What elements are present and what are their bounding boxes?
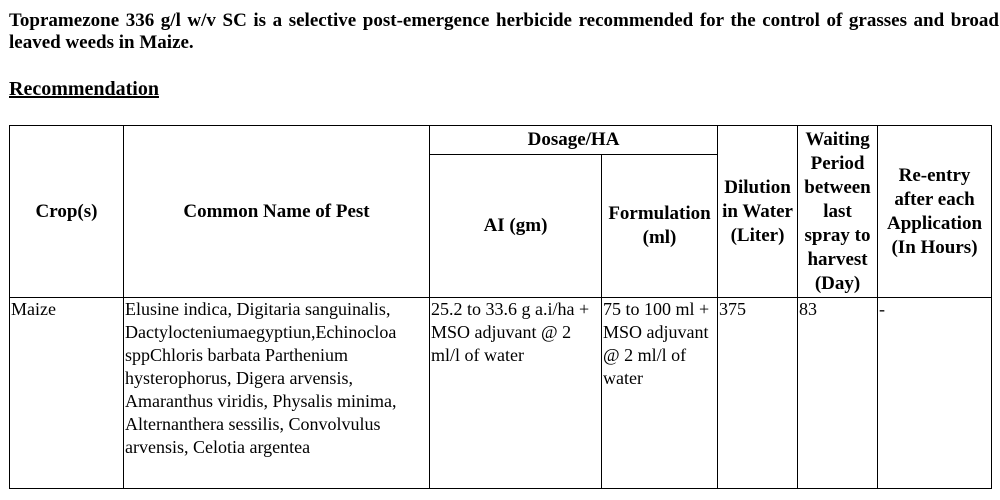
table-row — [10, 298, 992, 489]
cell-dilution: 375 — [718, 298, 798, 489]
cell-ai: 25.2 to 33.6 g a.i/ha + MSO adjuvant @ 2 ml/l of water — [430, 298, 602, 489]
section-heading: Recommendation — [9, 78, 159, 100]
header-ai: AI (gm) — [430, 155, 602, 298]
cell-crop: Maize — [10, 298, 124, 489]
cell-pest: Elusine indica, Digitaria sanguinalis, Dactylocteniumaegyptiun,Echinocloa sppChloris barbata Parthenium hysterophorus, Digera arvensis, Amaranthus viridis, Physalis minima, Alternanthera sessilis, Convolvulus arvensis, Celotia argentea — [124, 298, 430, 489]
cell-formulation: 75 to 100 ml + MSO adjuvant @ 2 ml/l of water — [602, 298, 718, 489]
table-header-row — [10, 126, 992, 155]
recommendation-table — [9, 125, 992, 489]
cell-waiting-period: 83 — [798, 298, 878, 489]
header-reentry: Re-entry after each Application (In Hours) — [878, 126, 992, 298]
header-waiting-period: Waiting Period between last spray to harvest (Day) — [798, 126, 878, 298]
intro-paragraph: Topramezone 336 g/l w/v SC is a selective post-emergence herbicide recommended for the control of grasses and broad leaved weeds in Maize. — [9, 10, 999, 53]
cell-reentry: - — [878, 298, 992, 489]
header-dosage: Dosage/HA — [430, 126, 718, 155]
header-crop: Crop(s) — [10, 126, 124, 298]
header-dilution: Dilution in Water (Liter) — [718, 126, 798, 298]
header-formulation: Formulation (ml) — [602, 155, 718, 298]
header-pest: Common Name of Pest — [124, 126, 430, 298]
